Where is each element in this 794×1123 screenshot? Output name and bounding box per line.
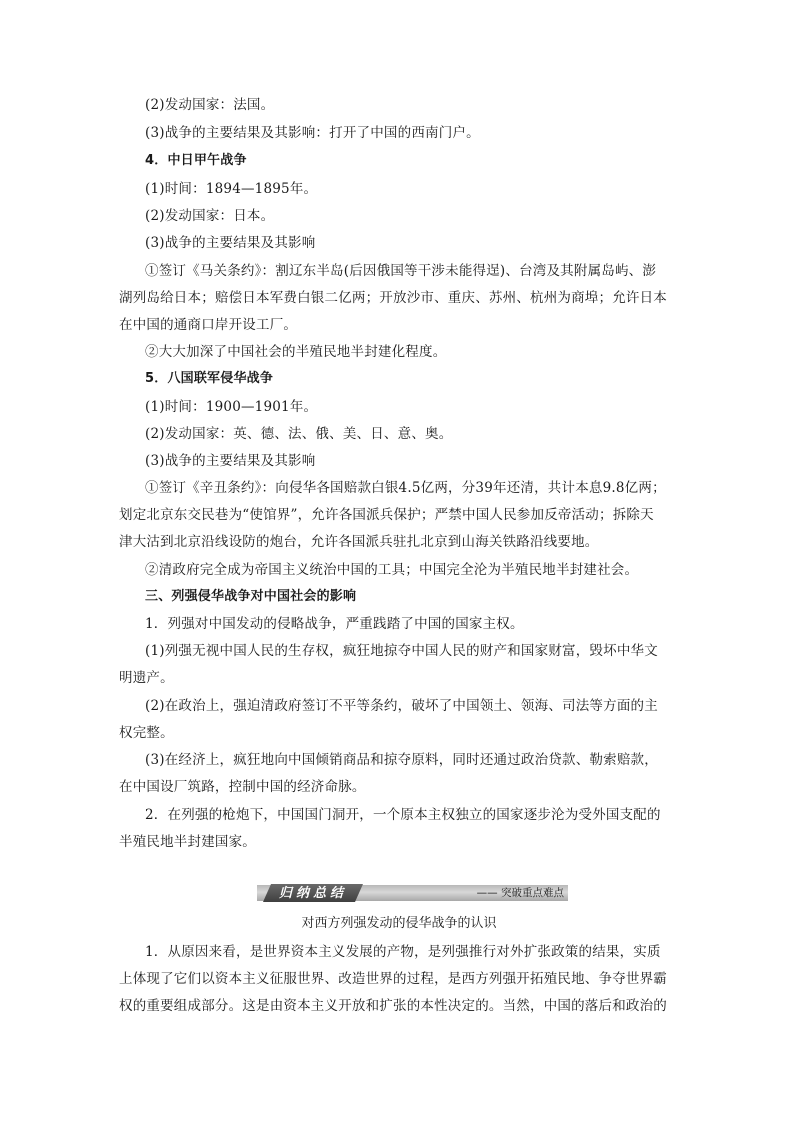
text-line: (2)在政治上，强迫清政府签订不平等条约，破坏了中国领土、领海、司法等方面的主: [145, 698, 658, 714]
text-line: (1)列强无视中国人民的生存权，疯狂地掠夺中国人民的财产和国家财富，毁坏中华文: [145, 643, 658, 659]
text-line: (1)时间：1894—1895年。: [145, 181, 318, 197]
text-line: 划定北京东交民巷为“使馆界”，允许各国派兵保护；严禁中国人民参加反帝活动；拆除天: [119, 507, 654, 523]
text-line: (2)发动国家：法国。: [145, 97, 275, 113]
section-heading: 三、列强侵华战争对中国社会的影响: [145, 589, 357, 604]
summary-banner: [257, 885, 568, 901]
text-line: ①签订《辛丑条约》：向侵华各国赔款白银4.5亿两，分39年还清，共计本息9.8亿两；: [145, 480, 666, 496]
text-line: 在中国设厂筑路，控制中国的经济命脉。: [119, 779, 366, 795]
text-line: 1．从原因来看，是世界资本主义发展的产物，是列强推行对外扩张政策的结果，实质: [145, 944, 661, 960]
text-line: 1．列强对中国发动的侵略战争，严重践踏了中国的国家主权。: [145, 616, 524, 632]
text-line: 湖列岛给日本；赔偿日本军费白银二亿两；开放沙市、重庆、苏州、杭州为商埠；允许日本: [119, 290, 667, 306]
summary-heading: 对西方列强发动的侵华战争的认识: [301, 916, 497, 931]
text-line: 上体现了它们以资本主义征服世界、改造世界的过程，是西方列强开拓殖民地、争夺世界霸: [119, 971, 667, 987]
text-line: (2)发动国家：英、德、法、俄、美、日、意、奥。: [145, 426, 453, 442]
text-line: 2．在列强的枪炮下，中国国门洞开，一个原本主权独立的国家逐步沦为受外国支配的: [145, 807, 661, 823]
text-line: 津大沽到北京沿线设防的炮台，允许各国派兵驻扎北京到山海关铁路沿线要地。: [119, 534, 599, 550]
text-line: (2)发动国家：日本。: [145, 208, 275, 224]
section-heading: 5．八国联军侵华战争: [145, 371, 274, 386]
text-line: ②清政府完全成为帝国主义统治中国的工具；中国完全沦为半殖民地半封建社会。: [145, 562, 639, 578]
banner-title: 归纳总结: [278, 886, 347, 901]
text-line: (3)战争的主要结果及其影响: [145, 453, 316, 469]
text-line: 权完整。: [119, 725, 174, 741]
text-line: 在中国的通商口岸开设工厂。: [119, 317, 298, 333]
text-line: (3)战争的主要结果及其影响：打开了中国的西南门户。: [145, 125, 480, 141]
section-heading: 4．中日甲午战争: [145, 153, 247, 168]
text-line: ②大大加深了中国社会的半殖民地半封建化程度。: [145, 344, 447, 360]
banner-subtitle: —— 突破重点难点: [476, 887, 564, 899]
text-line: (3)战争的主要结果及其影响: [145, 235, 316, 251]
text-line: 明遗产。: [119, 670, 174, 686]
text-line: (1)时间：1900—1901年。: [145, 399, 318, 415]
text-line: ①签订《马关条约》：割辽东半岛(后因俄国等干涉未能得逞)、台湾及其附属岛屿、澎: [145, 263, 657, 279]
text-line: 半殖民地半封建国家。: [119, 834, 256, 850]
text-line: (3)在经济上，疯狂地向中国倾销商品和掠夺原料，同时还通过政治贷款、勒索赔款，: [145, 752, 658, 768]
text-line: 权的重要组成部分。这是由资本主义开放和扩张的本性决定的。当然，中国的落后和政治的: [119, 998, 667, 1014]
